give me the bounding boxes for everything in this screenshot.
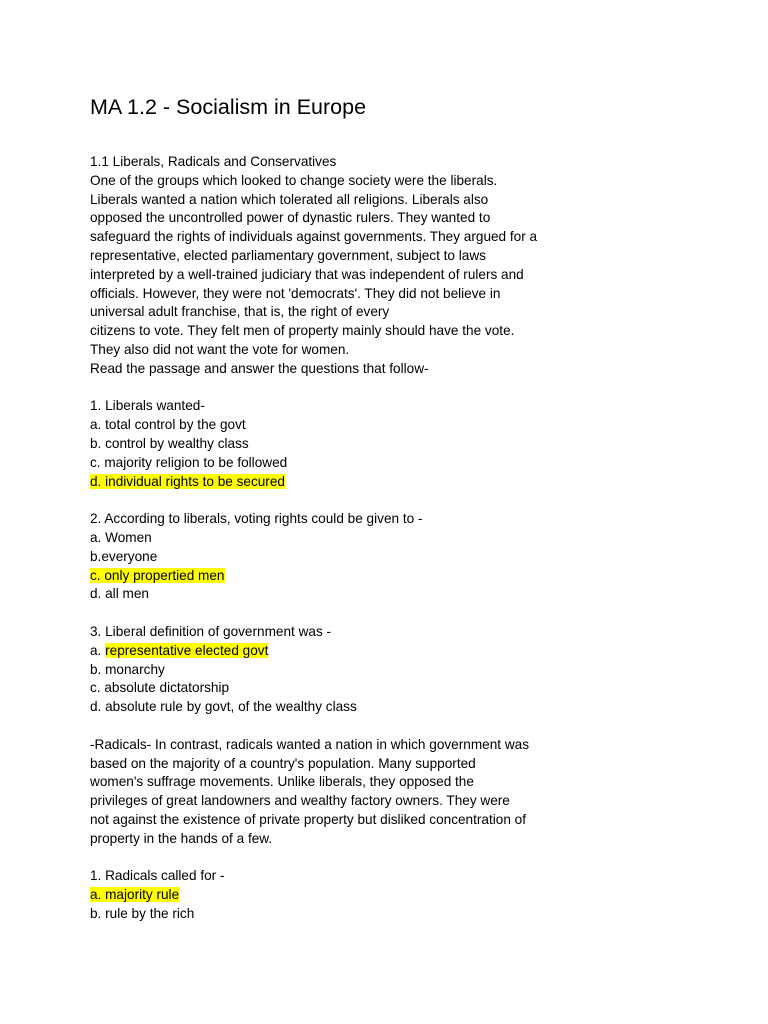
- spacer: [90, 604, 710, 623]
- passage-line: representative, elected parliamentary government, subject to laws: [90, 247, 486, 263]
- option-b: b.everyone: [90, 548, 158, 564]
- passage-line: not against the existence of private property but disliked concentration of: [90, 811, 527, 827]
- passage-liberals: [90, 172, 710, 360]
- passage-line: property in the hands of a few.: [90, 830, 273, 846]
- option-d-row: [90, 473, 710, 492]
- option-c-row: [90, 567, 710, 586]
- option-d: d. absolute rule by govt, of the wealthy class: [90, 699, 357, 715]
- passage-line: Liberals wanted a nation which tolerated all religions. Liberals also: [90, 191, 489, 207]
- section-heading: 1.1 Liberals, Radicals and Conservatives: [90, 154, 337, 169]
- passage-line: women's suffrage movements. Unlike liberals, they opposed the: [90, 774, 474, 790]
- passage-line: -Radicals- In contrast, radicals wanted a nation in which government was: [90, 736, 529, 752]
- passage-line: interpreted by a well-trained judiciary that was independent of rulers and: [90, 266, 524, 282]
- instruction: Read the passage and answer the questions that follow-: [90, 360, 429, 376]
- question-text: 1. Radicals called for -: [90, 868, 225, 884]
- passage-line: privileges of great landowners and wealthy factory owners. They were: [90, 793, 510, 809]
- question-text: 2. According to liberals, voting rights could be given to -: [90, 511, 423, 527]
- spacer: [90, 717, 710, 736]
- spacer: [90, 491, 710, 510]
- option-c: c. absolute dictatorship: [90, 680, 230, 696]
- passage-line: officials. However, they were not 'democrats'. They did not believe in: [90, 285, 501, 301]
- option-b: b. rule by the rich: [90, 905, 195, 921]
- page-title: MA 1.2 - Socialism in Europe: [90, 95, 367, 119]
- highlighted-answer: representative elected govt: [105, 642, 269, 658]
- option-b: b. monarchy: [90, 661, 165, 677]
- passage-line: opposed the uncontrolled power of dynastic rulers. They wanted to: [90, 210, 491, 226]
- option-a-row: [90, 886, 710, 905]
- passage-line: One of the groups which looked to change society were the liberals.: [90, 172, 498, 188]
- option-a: a. Women: [90, 529, 152, 545]
- highlighted-answer: c. only propertied men: [90, 567, 225, 583]
- option-prefix: a.: [90, 642, 106, 658]
- question-3: [90, 623, 710, 717]
- highlighted-answer: a. majority rule: [90, 887, 180, 903]
- question-4: [90, 867, 710, 923]
- option-a-row: [90, 642, 710, 661]
- option-c: c. majority religion to be followed: [90, 454, 288, 470]
- option-a: a. total control by the govt: [90, 417, 246, 433]
- question-2: [90, 510, 710, 604]
- passage-line: universal adult franchise, that is, the right of every: [90, 304, 390, 320]
- spacer: [90, 848, 710, 867]
- highlighted-answer: d. individual rights to be secured: [90, 473, 285, 489]
- option-d: d. all men: [90, 586, 149, 602]
- document-body: [90, 153, 710, 924]
- passage-radicals: [90, 736, 710, 849]
- passage-line: safeguard the rights of individuals against governments. They argued for a: [90, 229, 538, 245]
- spacer: [90, 379, 710, 398]
- passage-line: They also did not want the vote for women.: [90, 341, 350, 357]
- passage-line: citizens to vote. They felt men of property mainly should have the vote.: [90, 323, 515, 339]
- question-text: 3. Liberal definition of government was -: [90, 623, 332, 639]
- question-text: 1. Liberals wanted-: [90, 398, 205, 414]
- passage-line: based on the majority of a country's population. Many supported: [90, 755, 476, 771]
- question-1: [90, 397, 710, 491]
- option-b: b. control by wealthy class: [90, 435, 249, 451]
